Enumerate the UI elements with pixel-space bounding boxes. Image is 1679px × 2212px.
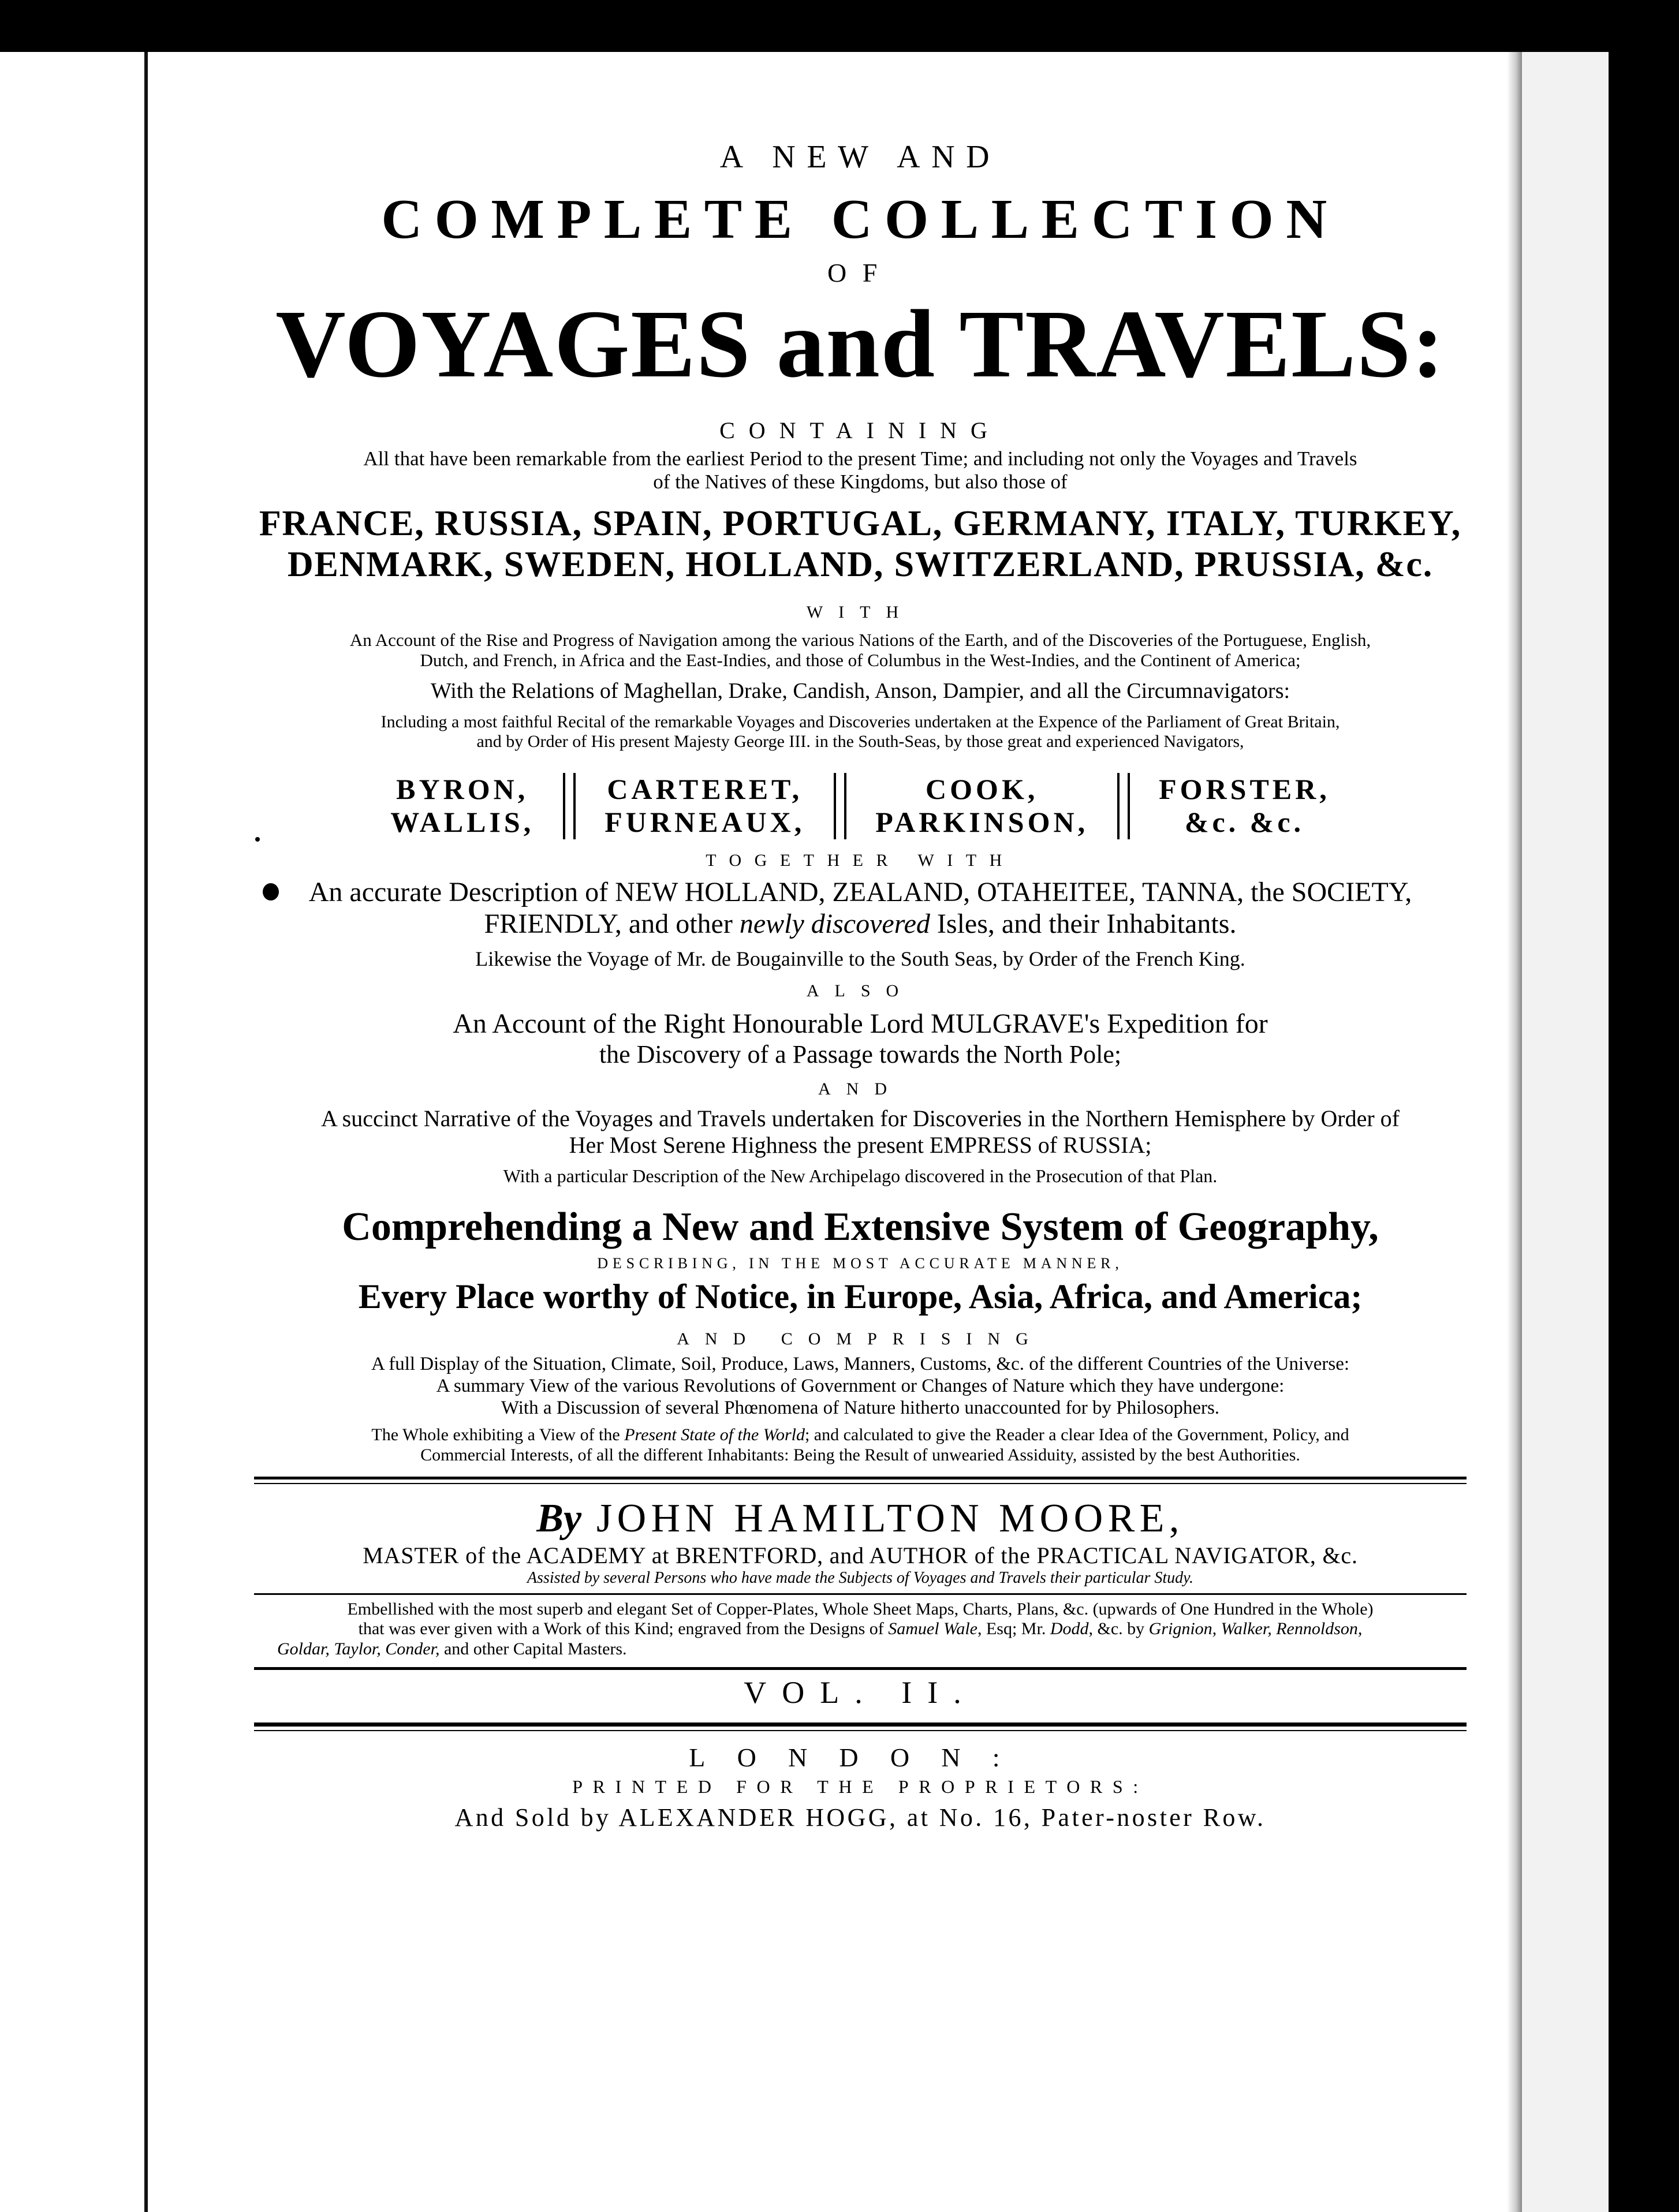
- together-line-2-text: Isles, and their Inhabitants.: [930, 909, 1237, 940]
- navigators-block: [254, 773, 1467, 839]
- ink-blot: [263, 883, 279, 901]
- navigator-divider: [834, 773, 846, 839]
- imprint-sold: And Sold by ALEXANDER HOGG, at No. 16, Pater-noster Row.: [454, 1803, 1266, 1832]
- containing-line-1: All that have been remarkable from the earliest Period to the present Time; and including not only the Voyages and Travels: [363, 447, 1357, 470]
- navigator-column-1: [361, 773, 563, 839]
- embellished-text: that was ever given with a Work of this Kind; engraved from the Designs of: [358, 1619, 889, 1639]
- together-line-2: [254, 908, 1467, 940]
- navigator-divider: [563, 773, 576, 839]
- navigator-column-4: [1130, 773, 1359, 839]
- containing-line-2: of the Natives of these Kingdoms, but also those of: [653, 470, 1068, 494]
- with-line-5: and by Order of His present Majesty George III. in the South-Seas, by those great and experienced Navigators,: [476, 732, 1244, 752]
- author-by: By: [536, 1496, 582, 1541]
- comprising-line-2: A summary View of the various Revolutions of Government or Changes of Nature which they have undergone:: [436, 1376, 1285, 1397]
- main-title: VOYAGES and TRAVELS:: [275, 290, 1445, 398]
- navigator-divider: [1117, 773, 1130, 839]
- title-line-a-new-and: A NEW AND: [719, 139, 1001, 175]
- navigator-name: WALLIS,: [390, 806, 535, 839]
- comprising-line-1: A full Display of the Situation, Climate, Soil, Produce, Laws, Manners, Customs, &c. of the different Countries of the Universe:: [371, 1354, 1350, 1375]
- author-byline: [254, 1496, 1467, 1542]
- with-line-2: Dutch, and French, in Africa and the East-Indies, and those of Columbus in the West-Indies, and the Continent of America;: [420, 650, 1301, 671]
- embellished-line-1: Embellished with the most superb and elegant Set of Copper-Plates, Whole Sheet Maps, Charts, Plans, &c. (upwards of One Hundred in the Whole): [347, 1599, 1374, 1619]
- embellished-italic: Samuel Wale: [888, 1619, 977, 1639]
- and-label: AND: [818, 1079, 902, 1099]
- comprising-line-4-text: ; and calculated to give the Reader a clear Idea of the Government, Policy, and: [804, 1425, 1349, 1445]
- adjacent-page-paper: [1522, 52, 1609, 2212]
- comprising-line-3: With a Discussion of several Phœnomena of Nature hitherto unaccounted for by Philosophers.: [501, 1398, 1220, 1419]
- also-label: ALSO: [806, 981, 915, 1000]
- together-line-2-italic: newly discovered: [739, 909, 930, 940]
- embellished-italic: Grignion, Walker, Rennoldson,: [1148, 1619, 1363, 1639]
- divider-rule: [254, 1722, 1467, 1731]
- author-assisted: Assisted by several Persons who have made the Subjects of Voyages and Travels their particular Study.: [527, 1568, 1194, 1587]
- containing-label: CONTAINING: [719, 417, 1001, 444]
- comprising-line-4-italic: Present State of the World: [624, 1425, 805, 1445]
- navigator-name: PARKINSON,: [875, 806, 1089, 839]
- divider-rule: [254, 1593, 1467, 1595]
- countries-line-1: FRANCE, RUSSIA, SPAIN, PORTUGAL, GERMANY, ITALY, TURKEY,: [259, 503, 1462, 543]
- with-line-3: With the Relations of Maghellan, Drake, Candish, Anson, Dampier, and all the Circumnavigators:: [430, 679, 1290, 704]
- title-line-of: OF: [827, 258, 893, 288]
- navigator-name: COOK,: [926, 772, 1039, 805]
- embellished-line-3: [254, 1639, 1467, 1660]
- page-left-edge: [144, 52, 148, 2212]
- and-line-1: A succinct Narrative of the Voyages and Travels undertaken for Discoveries in the Northern Hemisphere by Order of: [321, 1105, 1400, 1131]
- navigator-name: &c. &c.: [1184, 806, 1305, 839]
- embellished-text: and other Capital Masters.: [439, 1639, 627, 1658]
- embellished-text: , &c. by: [1088, 1619, 1149, 1639]
- together-line-2-text: FRIENDLY, and other: [484, 909, 740, 940]
- ink-blot: [255, 837, 260, 842]
- volume-number: VOL. II.: [744, 1675, 977, 1710]
- adjacent-page-edge: [1522, 52, 1679, 2212]
- navigator-name: BYRON,: [396, 772, 529, 805]
- navigator-column-3: [846, 773, 1117, 839]
- also-line-2: the Discovery of a Passage towards the North Pole;: [599, 1040, 1122, 1068]
- imprint-printed: PRINTED FOR THE PROPRIETORS:: [572, 1776, 1148, 1798]
- together-line-1: An accurate Description of NEW HOLLAND, ZEALAND, OTAHEITEE, TANNA, the SOCIETY,: [308, 877, 1412, 908]
- author-name: JOHN HAMILTON MOORE,: [596, 1496, 1184, 1541]
- comprising-line-4: [254, 1425, 1467, 1445]
- navigator-name: FURNEAUX,: [605, 806, 805, 839]
- with-label: WITH: [806, 603, 915, 622]
- title-page: [0, 52, 1522, 2212]
- also-line-1: An Account of the Right Honourable Lord MULGRAVE's Expedition for: [453, 1008, 1268, 1040]
- page-right-edge: [1507, 52, 1522, 2212]
- comprising-line-5: Commercial Interests, of all the different Inhabitants: Being the Result of unwearied Assiduity, assisted by the best Authorities.: [420, 1445, 1300, 1464]
- countries-line-2: DENMARK, SWEDEN, HOLLAND, SWITZERLAND, PRUSSIA, &c.: [287, 544, 1434, 584]
- comprising-label: AND COMPRISING: [677, 1329, 1044, 1348]
- every-place-line: Every Place worthy of Notice, in Europe, Asia, Africa, and America;: [358, 1277, 1363, 1316]
- comprising-line-4-text: The Whole exhibiting a View of the: [371, 1425, 625, 1445]
- navigator-name: FORSTER,: [1159, 772, 1330, 805]
- embellished-text: , Esq; Mr.: [977, 1619, 1050, 1639]
- embellished-line-2: [254, 1619, 1467, 1639]
- embellished-italic: Goldar, Taylor, Conder,: [277, 1639, 440, 1658]
- geography-heading: Comprehending a New and Extensive System of Geography,: [342, 1204, 1379, 1249]
- and-line-3: With a particular Description of the New Archipelago discovered in the Prosecution of that Plan.: [503, 1165, 1218, 1186]
- author-title: MASTER of the ACADEMY at BRENTFORD, and AUTHOR of the PRACTICAL NAVIGATOR, &c.: [363, 1542, 1358, 1568]
- divider-rule: [254, 1477, 1467, 1484]
- together-with-label: TOGETHER WITH: [706, 850, 1015, 870]
- with-line-4: Including a most faithful Recital of the remarkable Voyages and Discoveries undertaken at the Expence of the Parliament of Great Britain,: [380, 712, 1340, 731]
- divider-rule: [254, 1667, 1467, 1670]
- imprint-city: LONDON:: [689, 1742, 1032, 1772]
- title-page-content: [254, 139, 1467, 1833]
- describing-label: DESCRIBING, IN THE MOST ACCURATE MANNER,: [597, 1255, 1124, 1272]
- navigator-name: CARTERET,: [607, 772, 803, 805]
- navigator-column-2: [576, 773, 834, 839]
- with-line-1: An Account of the Rise and Progress of Navigation among the various Nations of the Earth, and of the Discoveries of the Portuguese, English,: [349, 629, 1371, 650]
- and-line-2: Her Most Serene Highness the present EMPRESS of RUSSIA;: [569, 1131, 1152, 1158]
- embellished-italic: Dodd: [1050, 1619, 1089, 1639]
- title-line-complete-collection: COMPLETE COLLECTION: [381, 188, 1340, 251]
- together-line-3: Likewise the Voyage of Mr. de Bougainville to the South Seas, by Order of the French King.: [475, 947, 1245, 970]
